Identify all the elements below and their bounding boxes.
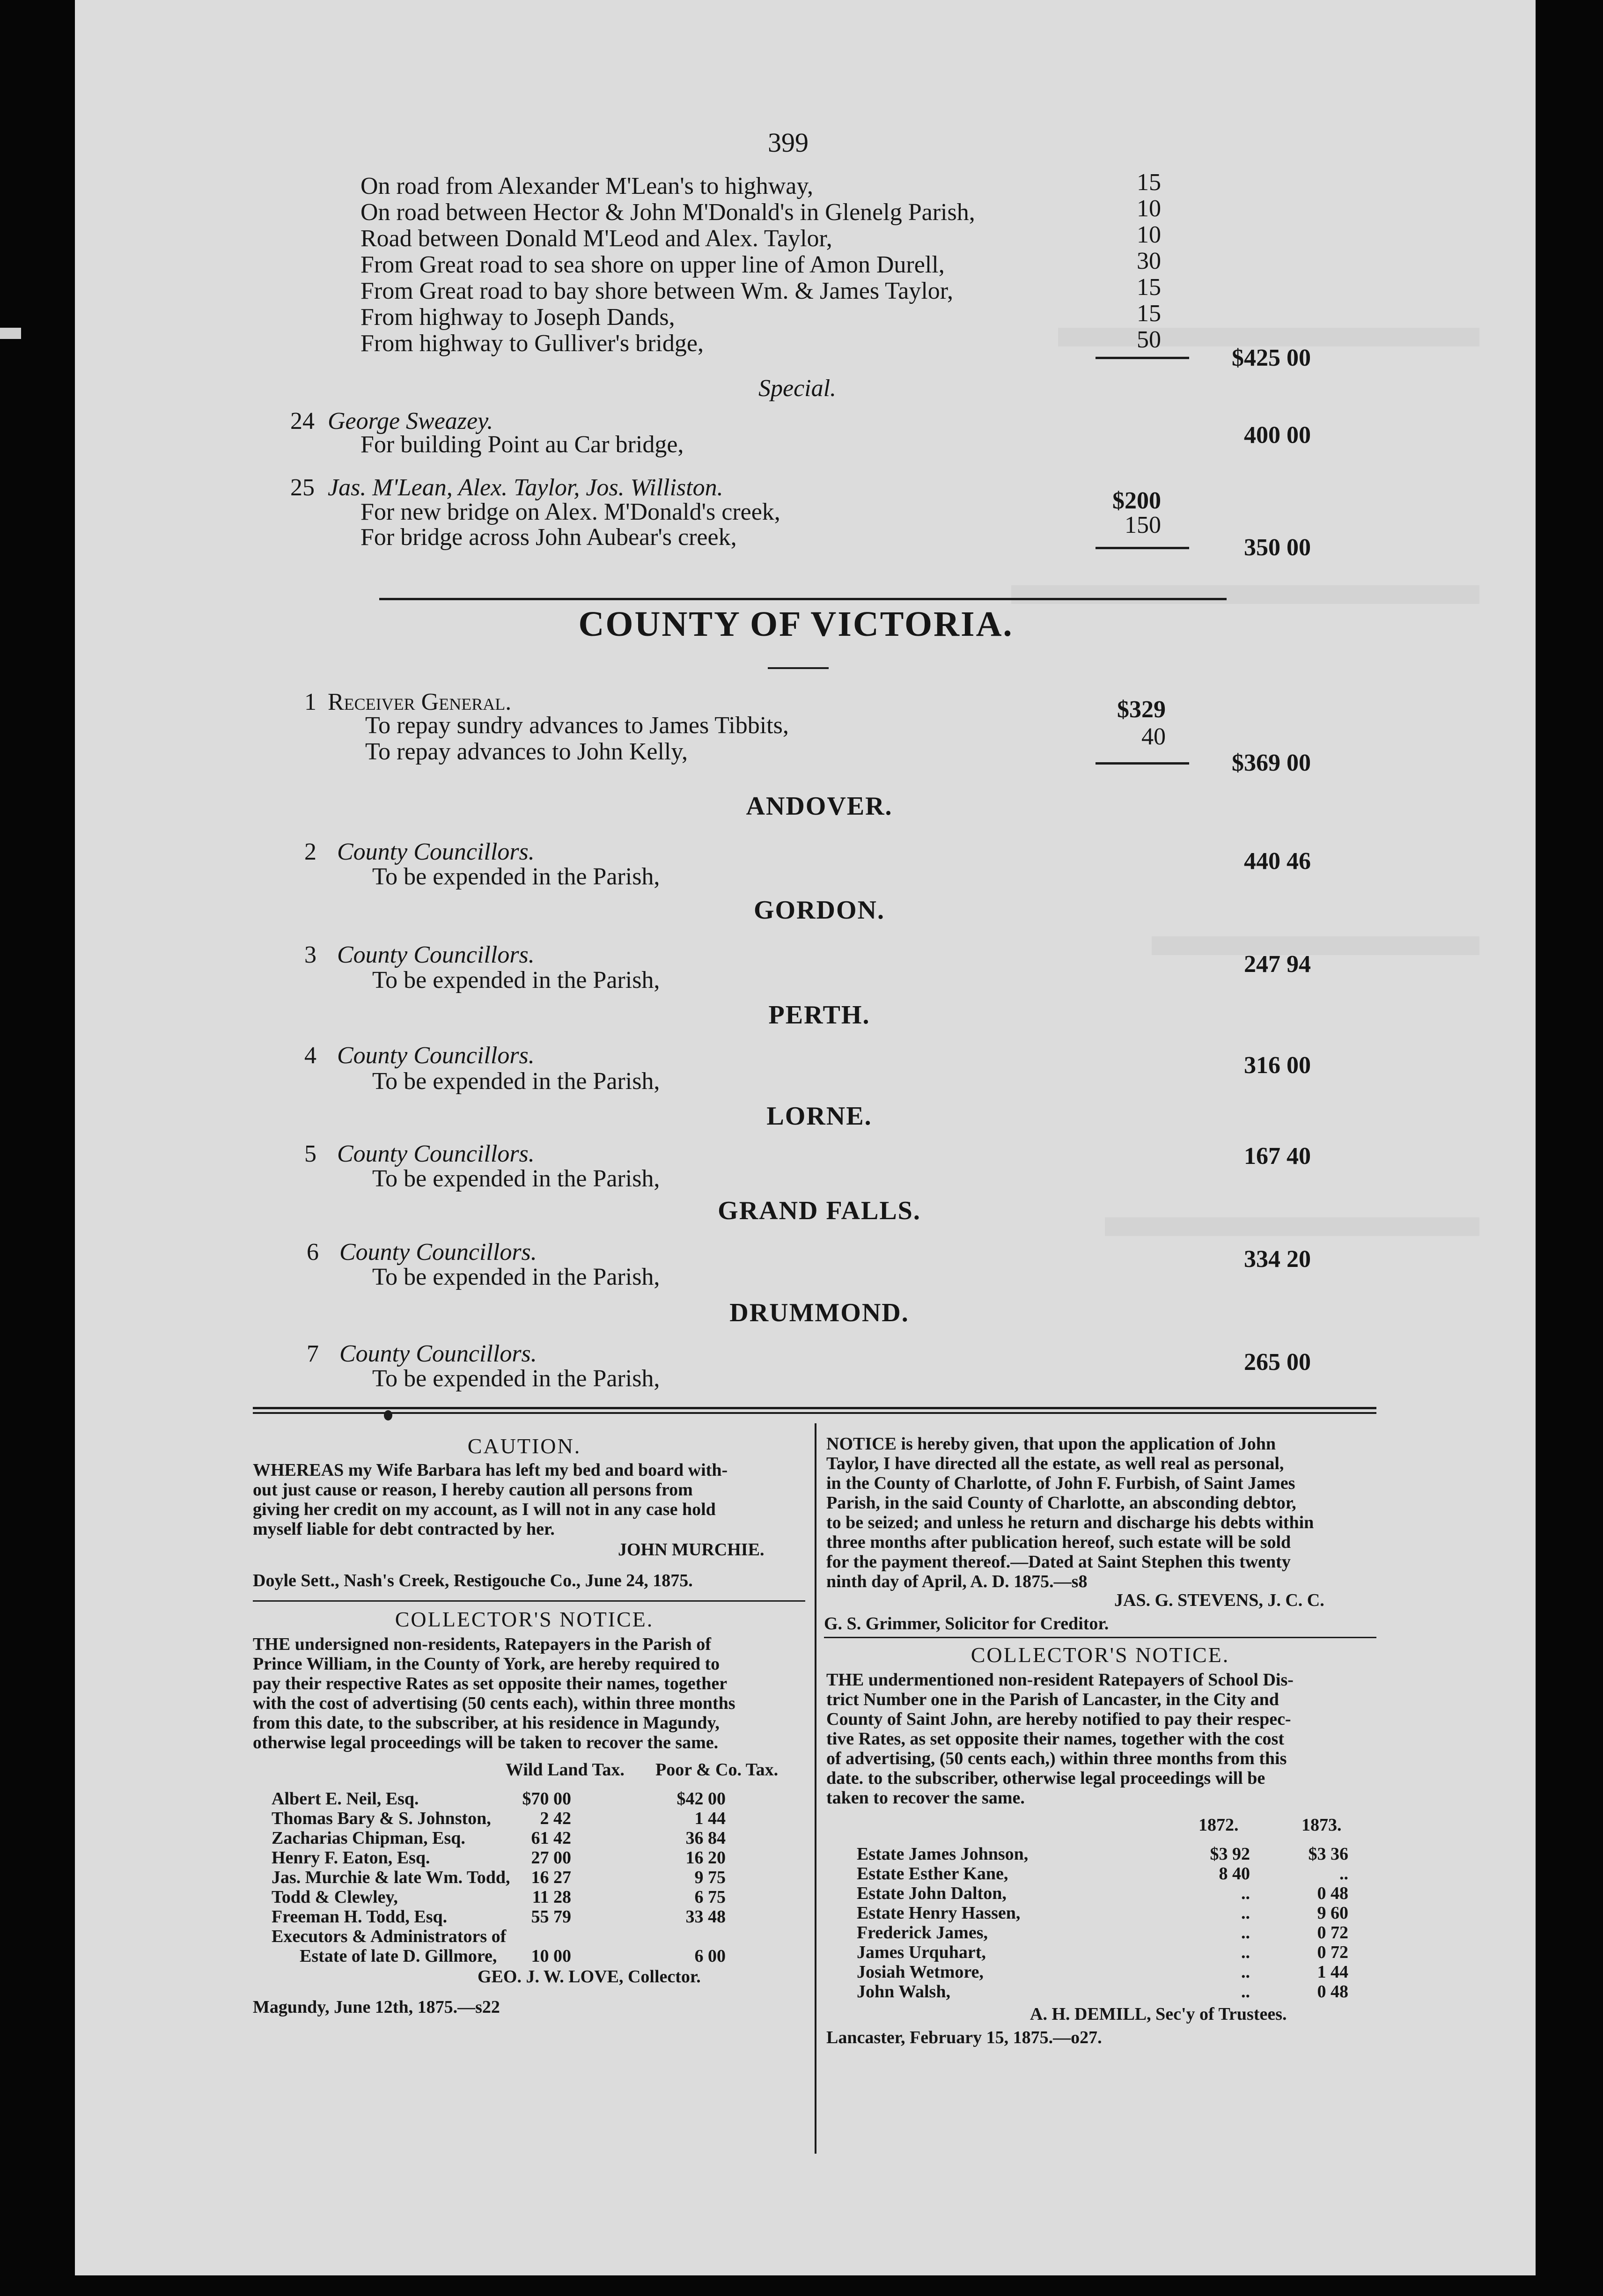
item-total: $369 00 <box>1232 750 1311 776</box>
table-row-1873: 1 44 <box>1317 1962 1348 1982</box>
road-item-desc: From highway to Gulliver's bridge, <box>360 330 704 357</box>
col-header-1872: 1872. <box>1199 1815 1239 1835</box>
item-number: 2 <box>304 839 316 865</box>
road-item-amount: 30 <box>1137 248 1161 274</box>
caution-title: CAUTION. <box>467 1434 581 1458</box>
column-divider <box>815 1423 816 2154</box>
table-row-poor: 1 44 <box>694 1809 726 1828</box>
table-row-name: Estate of late D. Gillmore, <box>300 1946 497 1966</box>
collector-right-line: of advertising, (50 cents each,) within three months from this <box>826 1749 1287 1768</box>
parish-heading: LORNE. <box>766 1102 872 1131</box>
item-name: County Councillors. <box>337 839 535 865</box>
table-row-name: Zacharias Chipman, Esq. <box>272 1828 465 1848</box>
item-total: 400 00 <box>1244 422 1311 449</box>
double-rule-bottom <box>253 1412 1376 1414</box>
item-number: 3 <box>304 942 316 968</box>
special-heading: Special. <box>758 375 837 402</box>
notice-signer: JAS. G. STEVENS, J. C. C. <box>1114 1590 1324 1610</box>
section-divider <box>379 598 1227 600</box>
table-row-1872: .. <box>1241 1943 1250 1962</box>
item-name: Receiver General. <box>328 689 512 715</box>
item-total: 350 00 <box>1244 534 1311 561</box>
notice-line: for the payment thereof.—Dated at Saint Stephen this twenty <box>826 1552 1291 1572</box>
item-amount: 150 <box>1125 512 1161 538</box>
table-row-1872: .. <box>1241 1962 1250 1982</box>
item-number: 1 <box>304 689 316 715</box>
collector-right-line: trict Number one in the Parish of Lancaster, in the City and <box>826 1690 1279 1709</box>
caution-line: WHEREAS my Wife Barbara has left my bed and board with- <box>253 1460 728 1480</box>
table-row-wild: 16 27 <box>531 1868 571 1887</box>
table-row-name: Estate Henry Hassen, <box>857 1903 1021 1923</box>
item-desc: To be expended in the Parish, <box>372 863 660 890</box>
item-desc: To be expended in the Parish, <box>372 1068 660 1095</box>
road-item-desc: Road between Donald M'Leod and Alex. Taylor, <box>360 225 832 252</box>
col-header-poor-co-tax: Poor & Co. Tax. <box>655 1760 779 1780</box>
table-row-wild: 11 28 <box>532 1887 571 1907</box>
road-item-desc: From Great road to sea shore on upper line of Amon Durell, <box>360 251 945 278</box>
collector-right-line: THE undermentioned non-resident Ratepayers of School Dis- <box>826 1670 1294 1690</box>
item-total: 265 00 <box>1244 1349 1311 1376</box>
parish-heading: GORDON. <box>754 896 885 925</box>
item-desc: To be expended in the Parish, <box>372 967 660 993</box>
table-row-1873: 0 48 <box>1317 1982 1348 2002</box>
table-row-name: Estate Esther Kane, <box>857 1864 1008 1884</box>
county-title: COUNTY OF VICTORIA. <box>578 604 1014 644</box>
table-row-name: Albert E. Neil, Esq. <box>272 1789 419 1809</box>
table-row-name: Estate John Dalton, <box>857 1884 1007 1903</box>
table-row-1872: .. <box>1241 1923 1250 1943</box>
short-rule <box>768 667 829 669</box>
collector-right-place: Lancaster, February 15, 1875.—o27. <box>826 2028 1102 2047</box>
parish-heading: DRUMMOND. <box>729 1298 909 1327</box>
notice-divider <box>824 1637 1376 1638</box>
road-item-desc: From highway to Joseph Dands, <box>360 304 675 331</box>
collector-left-line: Prince William, in the County of York, are hereby required to <box>253 1654 720 1674</box>
table-row-name: Frederick James, <box>857 1923 988 1943</box>
item-amount: 40 <box>1141 723 1166 750</box>
table-row-1873: $3 36 <box>1308 1844 1348 1864</box>
road-item-amount: 10 <box>1137 221 1161 248</box>
item-number: 25 <box>290 474 315 501</box>
parish-heading: GRAND FALLS. <box>718 1196 921 1225</box>
item-desc: To be expended in the Parish, <box>372 1365 660 1392</box>
parish-heading: ANDOVER. <box>746 792 893 821</box>
item-desc: For building Point au Car bridge, <box>360 431 684 458</box>
collector-right-line: taken to recover the same. <box>826 1788 1025 1808</box>
table-row-1873: 0 48 <box>1317 1884 1348 1903</box>
scan-edge-mark <box>0 328 21 339</box>
item-name: George Sweazey. <box>328 408 493 434</box>
item-number: 7 <box>307 1340 319 1367</box>
table-row-1872: .. <box>1241 1884 1250 1903</box>
parish-heading: PERTH. <box>768 1001 870 1030</box>
item-total: 167 40 <box>1244 1143 1311 1170</box>
road-item-amount: 15 <box>1137 300 1161 327</box>
item-name: County Councillors. <box>339 1340 537 1367</box>
item-desc: For bridge across John Aubear's creek, <box>360 524 737 551</box>
table-row-1873: 9 60 <box>1317 1903 1348 1923</box>
table-row-name: Henry F. Eaton, Esq. <box>272 1848 430 1868</box>
col-header-1873: 1873. <box>1302 1815 1342 1835</box>
item-number: 24 <box>290 408 315 434</box>
col-header-wild-land-tax: Wild Land Tax. <box>506 1760 625 1780</box>
caution-line: myself liable for debt contracted by her. <box>253 1519 555 1539</box>
caution-signer: JOHN MURCHIE. <box>618 1540 765 1560</box>
item-desc: To be expended in the Parish, <box>372 1165 660 1192</box>
table-row-1873: 0 72 <box>1317 1923 1348 1943</box>
table-row-poor: 6 75 <box>694 1887 726 1907</box>
double-rule-top <box>253 1407 1376 1409</box>
item-name: County Councillors. <box>337 1042 535 1069</box>
notice-line: to be seized; and unless he return and discharge his debts within <box>826 1513 1314 1532</box>
item-total: 316 00 <box>1244 1052 1311 1079</box>
item-desc: To repay sundry advances to James Tibbits, <box>365 712 789 739</box>
table-row-1873: .. <box>1339 1864 1348 1884</box>
item-total: 247 94 <box>1244 951 1311 978</box>
table-row-poor: 36 84 <box>685 1828 726 1848</box>
table-row-wild: 2 42 <box>540 1809 571 1828</box>
road-item-desc: From Great road to bay shore between Wm. & James Taylor, <box>360 278 954 304</box>
table-row-1872: $3 92 <box>1210 1844 1250 1864</box>
table-row-1872: .. <box>1241 1903 1250 1923</box>
collector-right-signer: A. H. DEMILL, Sec'y of Trustees. <box>1030 2004 1287 2024</box>
table-row-name: Freeman H. Todd, Esq. <box>272 1907 448 1927</box>
collector-left-line: pay their respective Rates as set opposite their names, together <box>253 1674 728 1693</box>
table-row-name: James Urquhart, <box>857 1943 986 1962</box>
collector-right-title: COLLECTOR'S NOTICE. <box>971 1643 1230 1667</box>
notice-line: Parish, in the said County of Charlotte, an absconding debtor, <box>826 1493 1296 1513</box>
table-row-wild: 27 00 <box>531 1848 571 1868</box>
item-amount: $329 <box>1117 696 1166 723</box>
item-name: County Councillors. <box>337 1141 535 1167</box>
table-row-poor: 16 20 <box>685 1848 726 1868</box>
road-item-amount: 50 <box>1137 326 1161 353</box>
table-row-name: John Walsh, <box>857 1982 950 2002</box>
table-row-name: Executors & Administrators of <box>272 1927 507 1946</box>
table-row-name: Estate James Johnson, <box>857 1844 1029 1864</box>
road-item-amount: 15 <box>1137 169 1161 196</box>
table-row-poor: $42 00 <box>676 1789 726 1809</box>
road-item-amount: 15 <box>1137 274 1161 301</box>
collector-left-title: COLLECTOR'S NOTICE. <box>395 1607 654 1631</box>
notice-line: in the County of Charlotte, of John F. Furbish, of Saint James <box>826 1473 1295 1493</box>
table-row-poor: 33 48 <box>685 1907 726 1927</box>
notice-divider <box>253 1600 805 1602</box>
item-total: 440 46 <box>1244 848 1311 875</box>
collector-left-line: otherwise legal proceedings will be taken to recover the same. <box>253 1733 719 1752</box>
table-row-name: Thomas Bary & S. Johnston, <box>272 1809 491 1828</box>
collector-left-line: from this date, to the subscriber, at his residence in Magundy, <box>253 1713 720 1733</box>
table-row-1872: 8 40 <box>1219 1864 1250 1884</box>
item-number: 6 <box>307 1239 319 1266</box>
ornament-icon <box>384 1410 392 1420</box>
table-row-name: Josiah Wetmore, <box>857 1962 984 1982</box>
table-row-wild: $70 00 <box>522 1789 571 1809</box>
road-item-desc: On road from Alexander M'Lean's to highway, <box>360 173 814 199</box>
collector-left-line: THE undersigned non-residents, Ratepayers in the Parish of <box>253 1634 711 1654</box>
collector-right-line: date. to the subscriber, otherwise legal proceedings will be <box>826 1768 1265 1788</box>
road-item-desc: On road between Hector & John M'Donald's in Glenelg Parish, <box>360 199 975 226</box>
item-name: County Councillors. <box>339 1239 537 1266</box>
caution-place: Doyle Sett., Nash's Creek, Restigouche Co., June 24, 1875. <box>253 1571 693 1590</box>
caution-line: giving her credit on my account, as I will not in any case hold <box>253 1500 716 1519</box>
road-item-amount: 10 <box>1137 195 1161 222</box>
item-total: 334 20 <box>1244 1246 1311 1273</box>
table-row-wild: 61 42 <box>531 1828 571 1848</box>
item-name: County Councillors. <box>337 942 535 968</box>
table-row-poor: 9 75 <box>694 1868 726 1887</box>
item-desc: To be expended in the Parish, <box>372 1264 660 1290</box>
table-row-name: Jas. Murchie & late Wm. Todd, <box>272 1868 510 1887</box>
item-amount: $200 <box>1112 487 1161 514</box>
item-number: 5 <box>304 1141 316 1167</box>
roads-total: $425 00 <box>1232 345 1311 371</box>
table-row-wild: 10 00 <box>531 1946 571 1966</box>
notice-line: ninth day of April, A. D. 1875.—s8 <box>826 1572 1088 1591</box>
caution-line: out just cause or reason, I hereby caution all persons from <box>253 1480 693 1500</box>
collector-right-line: tive Rates, as set opposite their names, together with the cost <box>826 1729 1284 1749</box>
table-row-1872: .. <box>1241 1982 1250 2002</box>
collector-right-line: County of Saint John, are hereby notified to pay their respec- <box>826 1709 1291 1729</box>
table-row-wild: 55 79 <box>531 1907 571 1927</box>
table-row-poor: 6 00 <box>694 1946 726 1966</box>
table-row-1873: 0 72 <box>1317 1943 1348 1962</box>
collector-left-place: Magundy, June 12th, 1875.—s22 <box>253 1997 500 2017</box>
item-desc: To repay advances to John Kelly, <box>365 738 688 765</box>
notice-line: three months after publication hereof, such estate will be sold <box>826 1532 1291 1552</box>
collector-left-line: with the cost of advertising (50 cents each), within three months <box>253 1693 735 1713</box>
item-number: 4 <box>304 1042 316 1069</box>
table-row-name: Todd & Clewley, <box>272 1887 398 1907</box>
collector-left-signer: GEO. J. W. LOVE, Collector. <box>478 1967 701 1987</box>
item-desc: For new bridge on Alex. M'Donald's creek, <box>360 499 780 525</box>
notice-line: Taylor, I have directed all the estate, as well real as personal, <box>826 1454 1284 1473</box>
item-name: Jas. M'Lean, Alex. Taylor, Jos. Williston. <box>328 474 723 501</box>
page-number: 399 <box>768 127 809 158</box>
notice-solicitor: G. S. Grimmer, Solicitor for Creditor. <box>824 1614 1109 1634</box>
notice-line: NOTICE is hereby given, that upon the application of John <box>826 1434 1276 1454</box>
